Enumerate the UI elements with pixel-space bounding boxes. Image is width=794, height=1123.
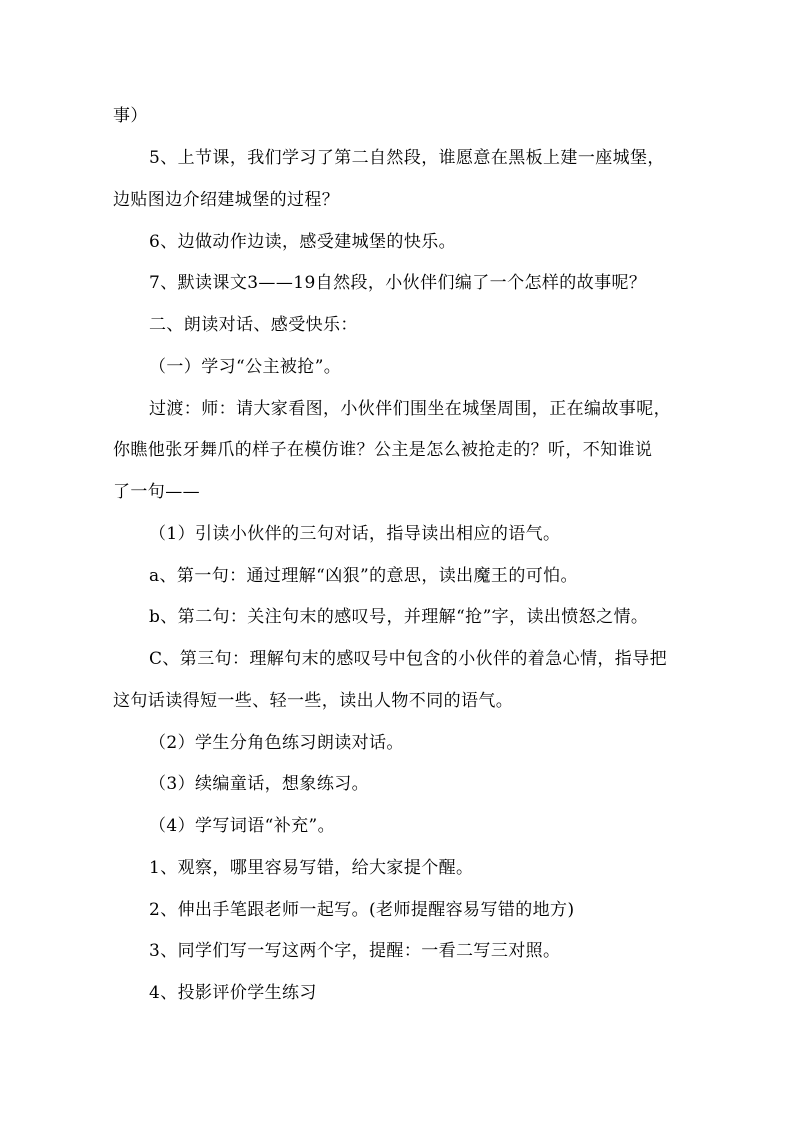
text-line: 过渡：师：请大家看图，小伙伴们围坐在城堡周围，正在编故事呢， (149, 399, 671, 419)
text-line: （2）学生分角色练习朗读对话。 (149, 733, 404, 753)
text-line: 你瞧他张牙舞爪的样子在模仿谁？公主是怎么被抢走的？听，不知谁说 (113, 440, 653, 460)
text-line: 4、投影评价学生练习 (149, 983, 317, 1003)
text-line: （1）引读小伙伴的三句对话，指导读出相应的语气。 (149, 524, 561, 544)
text-line: 2、伸出手笔跟老师一起写。(老师提醒容易写错的地方) (149, 900, 575, 920)
section-heading: 二、朗读对话、感受快乐： (149, 315, 358, 335)
text-line: 边贴图边介绍建城堡的过程？ (113, 190, 340, 210)
text-line: （3）续编童话，想象练习。 (149, 774, 370, 794)
text-line: b、第二句：关注句末的感叹号，并理解“抢”字，读出愤怒之情。 (149, 607, 649, 627)
text-line: 这句话读得短一些、轻一些，读出人物不同的语气。 (113, 691, 514, 711)
text-line: 6、边做动作边读，感受建城堡的快乐。 (149, 232, 457, 252)
text-line: 事） (113, 106, 148, 126)
text-line: a、第一句：通过理解“凶狠”的意思，读出魔王的可怕。 (149, 566, 578, 586)
text-line: 5、上节课，我们学习了第二自然段，谁愿意在黑板上建一座城堡， (149, 148, 665, 168)
text-line: C、第三句：理解句末的感叹号中包含的小伙伴的着急心情，指导把 (149, 649, 668, 669)
text-line: 3、同学们写一写这两个字，提醒：一看二写三对照。 (149, 941, 561, 961)
text-line: （4）学写词语“补充”。 (149, 816, 335, 836)
text-line: 了一句—— (113, 482, 200, 502)
subsection-heading: （一）学习“公主被抢”。 (149, 357, 342, 377)
text-line: 7、默读课文3——19自然段，小伙伴们编了一个怎样的故事呢？ (149, 273, 647, 293)
text-line: 1、观察，哪里容易写错，给大家提个醒。 (149, 858, 474, 878)
